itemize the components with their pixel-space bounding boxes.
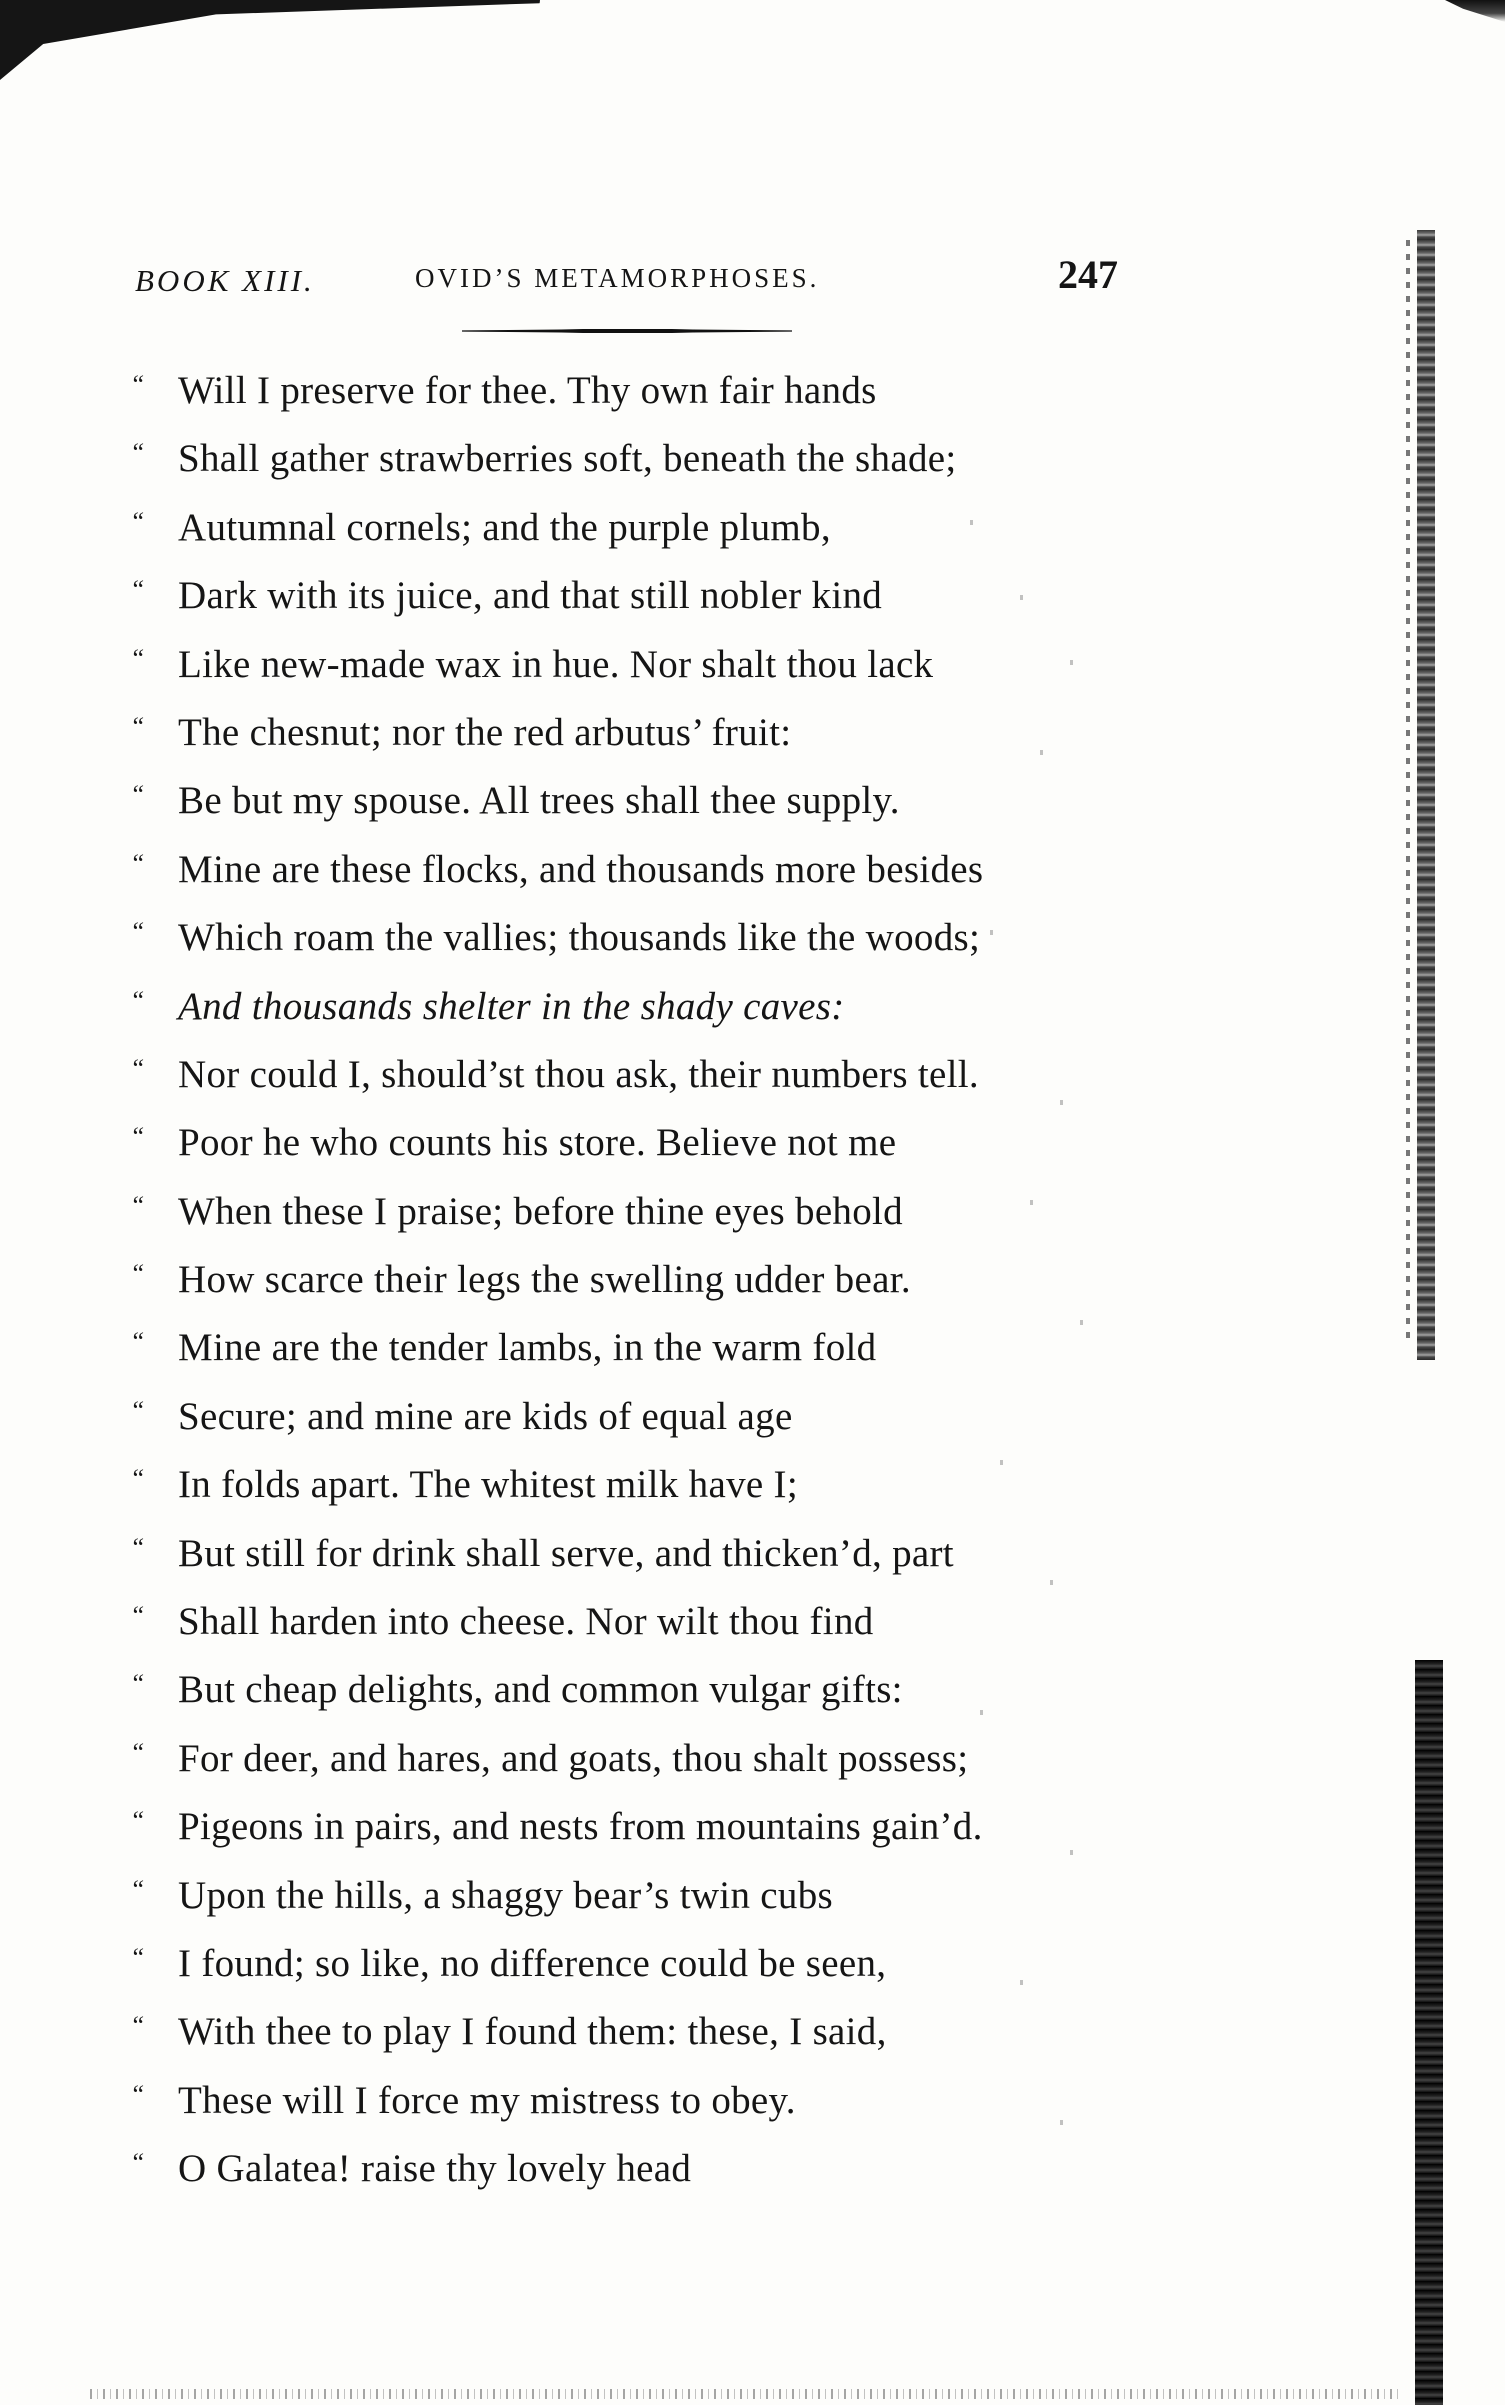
verse-line <box>130 702 1140 770</box>
verse-line <box>130 976 1140 1044</box>
quote-mark: “ <box>130 1874 145 1904</box>
running-head <box>130 252 1140 305</box>
verse-text: Like new-made wax in hue. Nor shalt thou lack <box>178 642 934 686</box>
verse-text: How scarce their legs the swelling udder bear. <box>178 1258 911 1302</box>
verse-text: Shall harden into cheese. Nor wilt thou find <box>178 1600 874 1644</box>
verse-text: These will I force my mistress to obey. <box>178 2078 796 2122</box>
verse-text: Dark with its juice, and that still nobler kind <box>178 574 883 618</box>
verse-line <box>130 428 1140 496</box>
verse-line <box>130 1933 1140 2001</box>
verse-text: For deer, and hares, and goats, thou shalt possess; <box>178 1736 969 1780</box>
page-number: 247 <box>1058 252 1118 297</box>
verse-text: Mine are these flocks, and thousands more besides <box>178 847 984 891</box>
scan-corner-shadow <box>0 0 540 80</box>
quote-mark: “ <box>130 1259 145 1289</box>
verse-line <box>130 1728 1140 1796</box>
verse-text: O Galatea! raise thy lovely head <box>178 2147 692 2191</box>
verse-text: Which roam the vallies; thousands like the woods; <box>178 916 981 960</box>
quote-mark: “ <box>130 575 145 605</box>
quote-mark: “ <box>130 2079 145 2109</box>
quote-mark: “ <box>130 1464 145 1494</box>
quote-mark: “ <box>130 780 145 810</box>
verse-line <box>130 1796 1140 1864</box>
quote-mark: “ <box>130 1942 145 1972</box>
quote-mark: “ <box>130 1395 145 1425</box>
verse-text: Autumnal cornels; and the purple plumb, <box>178 505 831 549</box>
verse-text: With thee to play I found them: these, I said, <box>178 2010 887 2054</box>
scan-page-edge-line <box>1406 240 1410 1340</box>
verse-text: And thousands shelter in the shady caves: <box>178 984 845 1028</box>
verse-line <box>130 1317 1140 1385</box>
verse-line <box>130 839 1140 907</box>
quote-mark: “ <box>130 1190 145 1220</box>
quote-mark: “ <box>130 370 145 399</box>
verse-text: In folds apart. The whitest milk have I; <box>178 1463 798 1507</box>
verse-text: Nor could I, should’st thou ask, their numbers tell. <box>178 1052 979 1096</box>
quote-mark: “ <box>130 711 145 741</box>
verse-line <box>130 770 1140 838</box>
verse-line <box>130 2001 1140 2069</box>
quote-mark: “ <box>130 438 145 468</box>
verse-text: Be but my spouse. All trees shall thee supply. <box>178 779 900 823</box>
verse-text: Pigeons in pairs, and nests from mountains gain’d. <box>178 1805 983 1849</box>
scan-page-edge-upper <box>1417 230 1435 1360</box>
quote-mark: “ <box>130 1601 145 1631</box>
quote-mark: “ <box>130 506 145 536</box>
verse-line <box>130 1181 1140 1249</box>
verse-line <box>130 2138 1140 2206</box>
verse-line <box>130 1112 1140 1180</box>
verse-line <box>130 565 1140 633</box>
scan-page-edge-lower <box>1415 1660 1443 2405</box>
verse-text: I found; so like, no difference could be seen, <box>178 1941 887 1985</box>
verse-text: When these I praise; before thine eyes behold <box>178 1189 903 1233</box>
book-title: OVID’S METAMORPHOSES. <box>415 263 820 293</box>
verse-line <box>130 1454 1140 1522</box>
verse-line <box>130 1386 1140 1454</box>
quote-mark: “ <box>130 1122 145 1152</box>
header-rule <box>462 328 792 334</box>
quote-mark: “ <box>130 1669 145 1699</box>
verse-line <box>130 1523 1140 1591</box>
verse-text: But cheap delights, and common vulgar gifts: <box>178 1668 903 1712</box>
verse-text: Poor he who counts his store. Believe not me <box>178 1121 897 1165</box>
verse-line <box>130 1591 1140 1659</box>
verse-line <box>130 1044 1140 1112</box>
verse-text: Will I preserve for thee. Thy own fair hands <box>178 369 877 412</box>
quote-mark: “ <box>130 985 145 1015</box>
verse-line <box>130 497 1140 565</box>
quote-mark: “ <box>130 917 145 947</box>
book-number: BOOK XIII. <box>135 263 315 298</box>
quote-mark: “ <box>130 1327 145 1357</box>
verse-text: The chesnut; nor the red arbutus’ fruit: <box>178 710 792 754</box>
quote-mark: “ <box>130 1532 145 1562</box>
verse-line <box>130 360 1140 428</box>
verse-line <box>130 1865 1140 1933</box>
verse-block <box>130 360 1140 2207</box>
quote-mark: “ <box>130 1053 145 1083</box>
quote-mark: “ <box>130 643 145 673</box>
scan-edge-mark <box>1445 0 1505 22</box>
verse-line <box>130 907 1140 975</box>
verse-line <box>130 1249 1140 1317</box>
quote-mark: “ <box>130 2148 145 2178</box>
verse-text: Upon the hills, a shaggy bear’s twin cubs <box>178 1873 833 1917</box>
verse-text: Mine are the tender lambs, in the warm fold <box>178 1326 877 1370</box>
scan-bottom-noise <box>90 2389 1400 2399</box>
quote-mark: “ <box>130 1806 145 1836</box>
verse-text: Shall gather strawberries soft, beneath the shade; <box>178 437 957 481</box>
verse-text: But still for drink shall serve, and thicken’d, part <box>178 1531 954 1575</box>
verse-line <box>130 634 1140 702</box>
verse-text: Secure; and mine are kids of equal age <box>178 1394 793 1438</box>
quote-mark: “ <box>130 848 145 878</box>
quote-mark: “ <box>130 1737 145 1767</box>
verse-line <box>130 2070 1140 2138</box>
quote-mark: “ <box>130 2011 145 2041</box>
verse-line <box>130 1659 1140 1727</box>
